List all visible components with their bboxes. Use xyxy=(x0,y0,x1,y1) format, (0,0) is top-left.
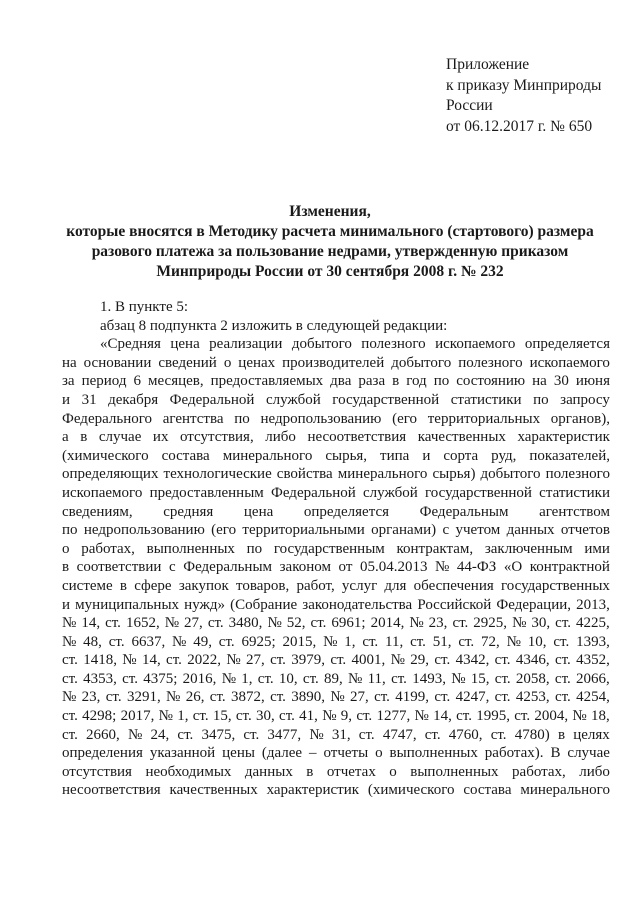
text-line: и 31 декабря Федеральной службой государственной статистики по запросу xyxy=(62,391,610,408)
text-line: сведениям, средняя цена определяется Федеральным агентством xyxy=(62,503,610,520)
text-line: ст. 4298; 2017, № 1, ст. 15, ст. 30, ст. 41, № 9, ст. 1277, № 14, ст. 1995, ст. 2004, № 18, xyxy=(62,708,610,725)
appendix-line-4: от 06.12.2017 г. № 650 xyxy=(446,117,593,135)
appendix-line-3: России xyxy=(446,97,493,114)
text-line: за период 6 месяцев, предоставляемых два раза в год по состоянию на 30 июня xyxy=(62,373,610,390)
title-line-2: которые вносятся в Методику расчета минимального (стартового) размера xyxy=(66,223,594,240)
appendix-line-1: Приложение xyxy=(446,56,530,73)
text-line: на основании сведений о ценах производителей добытого полезного ископаемого xyxy=(62,354,610,371)
text-line: определяющих технологические свойства минерального сырья) добытого полезного xyxy=(62,466,610,483)
paragraph-subitem: абзац 8 подпункта 2 изложить в следующей редакции: xyxy=(100,317,448,334)
quoted-text xyxy=(62,335,610,800)
appendix-block xyxy=(446,55,631,137)
text-line: несоответствия качественных характеристик (химического состава минерального xyxy=(62,782,610,799)
text-line: в соответствии с Федеральным законом от 05.04.2013 № 44-ФЗ «О контрактной xyxy=(62,559,610,576)
text-line: и муниципальных нужд» (Собрание законодательства Российской Федерации, 2013, xyxy=(62,596,610,613)
paragraph-item-1: 1. В пункте 5: xyxy=(100,299,189,315)
appendix-line-2: к приказу Минприроды xyxy=(446,76,602,94)
text-line: № 14, ст. 1652, № 27, ст. 3480, № 52, ст. 6961; 2014, № 23, ст. 2925, № 30, ст. 4225, xyxy=(62,615,610,632)
text-line: о работах, выполненных по государственным контрактам, заключенным ими xyxy=(62,540,610,557)
text-line: № 23, ст. 3291, № 26, ст. 3872, ст. 3890, № 27, ст. 4199, ст. 4247, ст. 4253, ст. 4254, xyxy=(62,689,610,706)
text-line: ст. 1418, № 14, ст. 2022, № 27, ст. 3979, ст. 4001, № 29, ст. 4342, ст. 4346, ст. 4352, xyxy=(62,652,610,669)
text-line: отсутствия необходимых данных в отчетах о выполненных работах, либо xyxy=(62,763,610,780)
text-line: ст. 4353, ст. 4375; 2016, № 1, ст. 10, ст. 89, № 11, ст. 1493, № 15, ст. 2058, ст. 2066, xyxy=(62,670,610,687)
text-line: системе в сфере закупок товаров, работ, услуг для обеспечения государственных xyxy=(62,577,610,594)
text-line: ископаемого предоставленным Федеральной службой государственной статистики xyxy=(62,484,610,501)
text-line: по недропользованию (его территориальными органами) с учетом данных отчетов xyxy=(62,522,610,539)
text-line: «Средняя цена реализации добытого полезного ископаемого определяется xyxy=(100,336,610,353)
text-line: ст. 2660, № 24, ст. 3475, ст. 3477, № 31, ст. 4747, ст. 4760, ст. 4780) в целях xyxy=(62,726,610,743)
text-line: определения указанной цены (далее – отчеты о выполненных работах). В случае xyxy=(62,745,610,762)
title-line-1: Изменения, xyxy=(289,203,371,220)
text-line: № 48, ст. 6637, № 49, ст. 6925; 2015, № 1, ст. 11, ст. 51, ст. 72, № 10, ст. 1393, xyxy=(62,633,610,650)
text-line: (химического состава минерального сырья, типа и сорта руд, показателей, xyxy=(62,447,610,464)
title-line-4: Минприроды России от 30 сентября 2008 г. № 232 xyxy=(156,263,504,280)
text-line: Федерального агентства по недропользованию (его территориальных органов), xyxy=(62,410,610,427)
document-title xyxy=(40,202,620,282)
document-body xyxy=(62,298,610,800)
text-line: а в случае их отсутствия, либо несоответствия качественных характеристик xyxy=(62,429,610,446)
title-line-3: разового платежа за пользование недрами, утвержденную приказом xyxy=(91,243,569,260)
